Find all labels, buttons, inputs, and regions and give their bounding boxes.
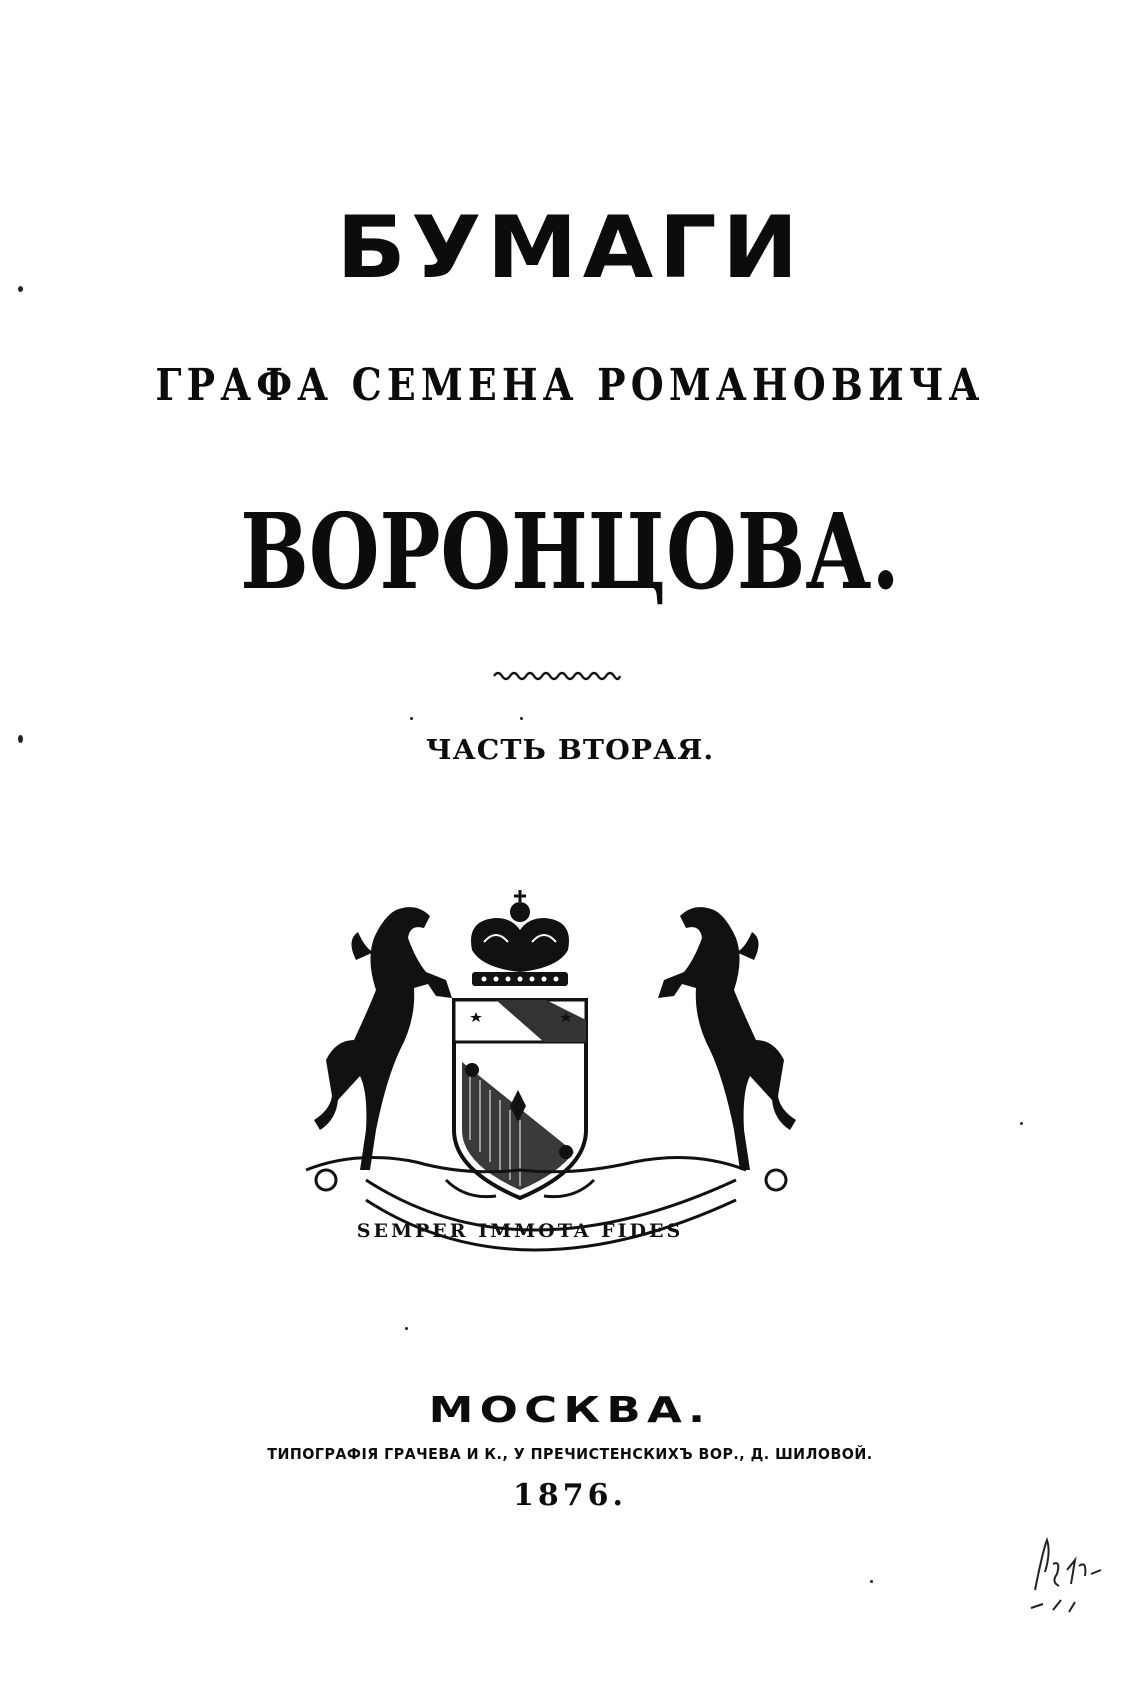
book-subtitle: ГРАФА СЕМЕНА РОМАНОВИЧА <box>155 360 985 411</box>
speck <box>410 717 413 720</box>
speck <box>520 717 523 720</box>
wavy-rule-icon <box>492 668 622 684</box>
book-title: БУМАГИ <box>336 198 804 298</box>
right-horse-icon <box>658 907 796 1170</box>
handwritten-mark-icon <box>1015 1530 1125 1620</box>
book-name: ВОРОНЦОВА. <box>240 490 900 613</box>
city: МОСКВА. <box>428 1390 712 1431</box>
crown-icon <box>471 890 569 986</box>
shield-icon <box>454 1000 586 1198</box>
speck <box>18 286 23 292</box>
speck <box>870 1580 873 1583</box>
speck <box>1020 1122 1023 1125</box>
speck <box>405 1327 408 1330</box>
printer-imprint: ТИПОГРАФІЯ ГРАЧЕВА И К., У ПРЕЧИСТЕНСКИХЪ ВОР., Д. ШИЛОВОЙ. <box>267 1445 873 1463</box>
speck <box>18 735 23 743</box>
part-label: ЧАСТЬ ВТОРАЯ. <box>425 735 715 766</box>
motto-text: SEMPER IMMOTA FIDES <box>356 1220 684 1242</box>
publication-year: 1876. <box>513 1478 627 1513</box>
coat-of-arms-icon <box>296 880 814 1260</box>
left-horse-icon <box>314 907 452 1170</box>
